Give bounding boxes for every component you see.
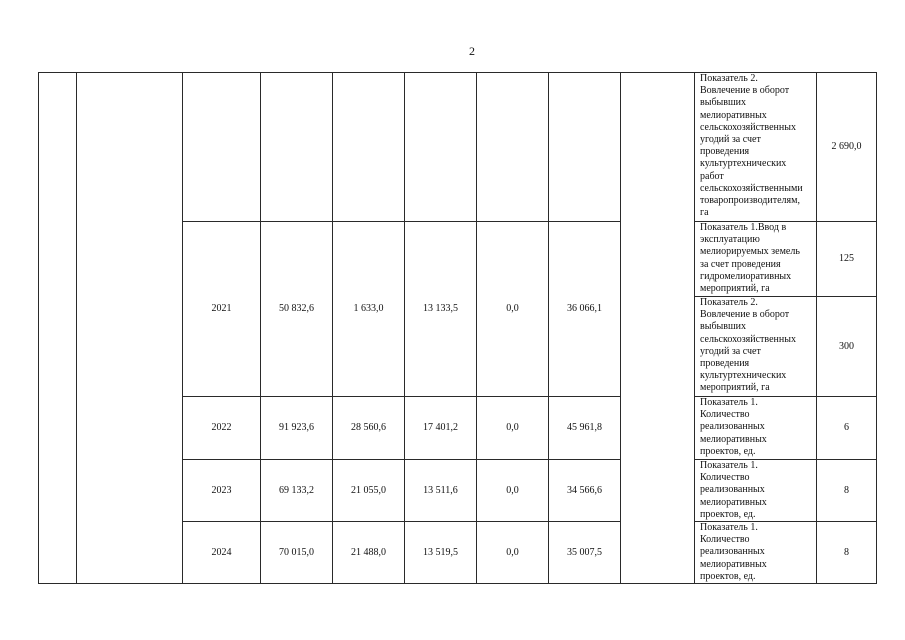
page-number: 2 — [469, 44, 475, 58]
amount-total-cell: 70 015,0 — [261, 522, 333, 584]
empty-cell — [621, 73, 695, 584]
indicator-text: Показатель 1. Количество реализованных мелиоративных проектов, ед. — [695, 397, 817, 460]
amount-source-4-cell: 34 566,6 — [549, 460, 621, 522]
indicator-value: 2 690,0 — [817, 73, 877, 222]
amount-source-3-cell: 0,0 — [477, 522, 549, 584]
indicator-value: 6 — [817, 397, 877, 460]
amount-source-2-cell: 13 519,5 — [405, 522, 477, 584]
amount-source-2-cell — [405, 73, 477, 222]
indicator-text: Показатель 1.Ввод в эксплуатацию мелиорируемых земель за счет проведения гидромелиоративных мероприятий, га — [695, 222, 817, 297]
amount-source-4-cell: 35 007,5 — [549, 522, 621, 584]
indicator-value: 8 — [817, 522, 877, 584]
year-cell — [183, 73, 261, 222]
amount-source-1-cell — [333, 73, 405, 222]
empty-cell — [39, 73, 77, 584]
indicator-value: 125 — [817, 222, 877, 297]
indicator-value: 8 — [817, 460, 877, 522]
amount-source-1-cell: 1 633,0 — [333, 222, 405, 397]
amount-source-4-cell: 45 961,8 — [549, 397, 621, 460]
amount-source-1-cell: 28 560,6 — [333, 397, 405, 460]
indicator-text: Показатель 2. Вовлечение в оборот выбывших сельскохозяйственных угодий за счет проведения культуртехнических мероприятий, га — [695, 297, 817, 397]
indicator-text: Показатель 1. Количество реализованных мелиоративных проектов, ед. — [695, 460, 817, 522]
amount-source-4-cell — [549, 73, 621, 222]
amount-source-1-cell: 21 488,0 — [333, 522, 405, 584]
empty-cell — [77, 73, 183, 584]
amount-source-2-cell: 17 401,2 — [405, 397, 477, 460]
table-row — [39, 73, 877, 222]
amount-source-4-cell: 36 066,1 — [549, 222, 621, 397]
amount-source-3-cell: 0,0 — [477, 460, 549, 522]
amount-total-cell: 69 133,2 — [261, 460, 333, 522]
indicator-value: 300 — [817, 297, 877, 397]
indicator-text: Показатель 1. Количество реализованных мелиоративных проектов, ед. — [695, 522, 817, 584]
year-cell: 2024 — [183, 522, 261, 584]
amount-total-cell — [261, 73, 333, 222]
year-cell: 2022 — [183, 397, 261, 460]
amount-source-2-cell: 13 133,5 — [405, 222, 477, 397]
amount-source-1-cell: 21 055,0 — [333, 460, 405, 522]
amount-source-3-cell: 0,0 — [477, 222, 549, 397]
indicator-text: Показатель 2. Вовлечение в оборот выбывших мелиоративных сельскохозяйственных угодий за счет проведения культуртехнических работ сельскохозяйственными товаропроизводителям, га — [695, 73, 817, 222]
amount-source-2-cell: 13 511,6 — [405, 460, 477, 522]
amount-source-3-cell: 0,0 — [477, 397, 549, 460]
year-cell: 2021 — [183, 222, 261, 397]
amount-total-cell: 50 832,6 — [261, 222, 333, 397]
amount-total-cell: 91 923,6 — [261, 397, 333, 460]
program-table — [38, 72, 877, 584]
year-cell: 2023 — [183, 460, 261, 522]
amount-source-3-cell — [477, 73, 549, 222]
